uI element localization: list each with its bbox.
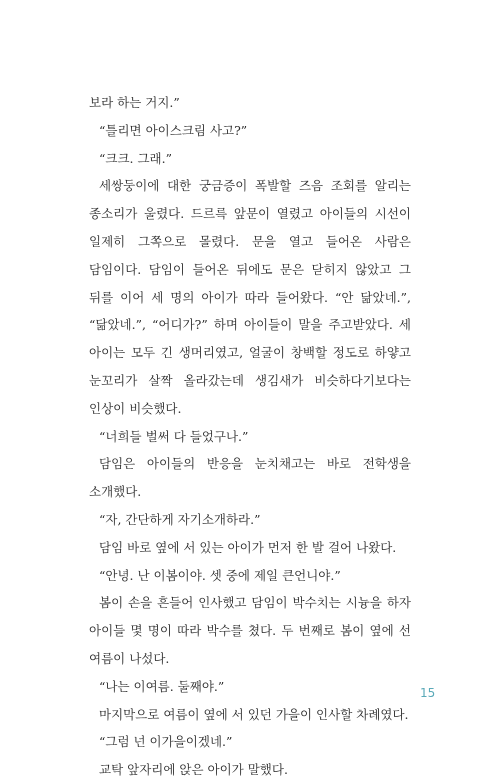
body-text — [89, 89, 411, 784]
paragraph: “나는 이여름. 둘째야.” — [99, 678, 225, 694]
paragraph: “안녕. 난 이봄이야. 셋 중에 제일 큰언니야.” — [99, 567, 341, 583]
paragraph: “너희들 벌써 다 들었구나.” — [99, 428, 249, 444]
paragraph: 담임 바로 옆에 서 있는 아이가 먼저 한 발 걸어 나왔다. — [99, 539, 397, 555]
paragraph: 보라 하는 거지.” — [89, 95, 180, 110]
paragraph: “틀리면 아이스크림 사고?” — [99, 122, 248, 138]
paragraph: “크크. 그래.” — [99, 150, 173, 166]
page-number: 15 — [420, 686, 436, 700]
paragraph: “그럼 넌 이가을이겠네.” — [99, 734, 233, 750]
paragraph: 세쌍둥이에 대한 궁금증이 폭발할 즈음 조회를 알리는 종소리가 울렸다. 드르륵 앞문이 열렸고 아이들의 시선이 일제히 그쪽으로 몰렸다. 문을 열고 들어온 사람은 담임이다. 담임이 들어온 뒤에도 문은 닫히지 않았고 그 뒤를 이어 세 명의 아이가 따라 들어왔다. “안 닮았네.”, “닮았네.”, “어디가?” 하며 아이들이 말을 주고받았다. 세 아이는 모두 긴 생머리였고, 얼굴이 창백할 정도로 하얗고 눈꼬리가 살짝 올라갔는데 생김새가 비슷하다기보다는 인상이 비슷했다. — [89, 178, 411, 416]
paragraph: “자, 간단하게 자기소개하라.” — [99, 511, 261, 527]
paragraph: 마지막으로 여름이 옆에 서 있던 가을이 인사할 차례였다. — [99, 706, 409, 722]
paragraph: 담임은 아이들의 반응을 눈치채고는 바로 전학생을 소개했다. — [89, 456, 411, 500]
paragraph: 교탁 앞자리에 앉은 아이가 말했다. — [99, 762, 288, 778]
paragraph: 봄이 손을 흔들어 인사했고 담임이 박수치는 시늉을 하자 아이들 몇 명이 따라 박수를 쳤다. 두 번째로 봄이 옆에 선 여름이 나섰다. — [89, 595, 411, 666]
